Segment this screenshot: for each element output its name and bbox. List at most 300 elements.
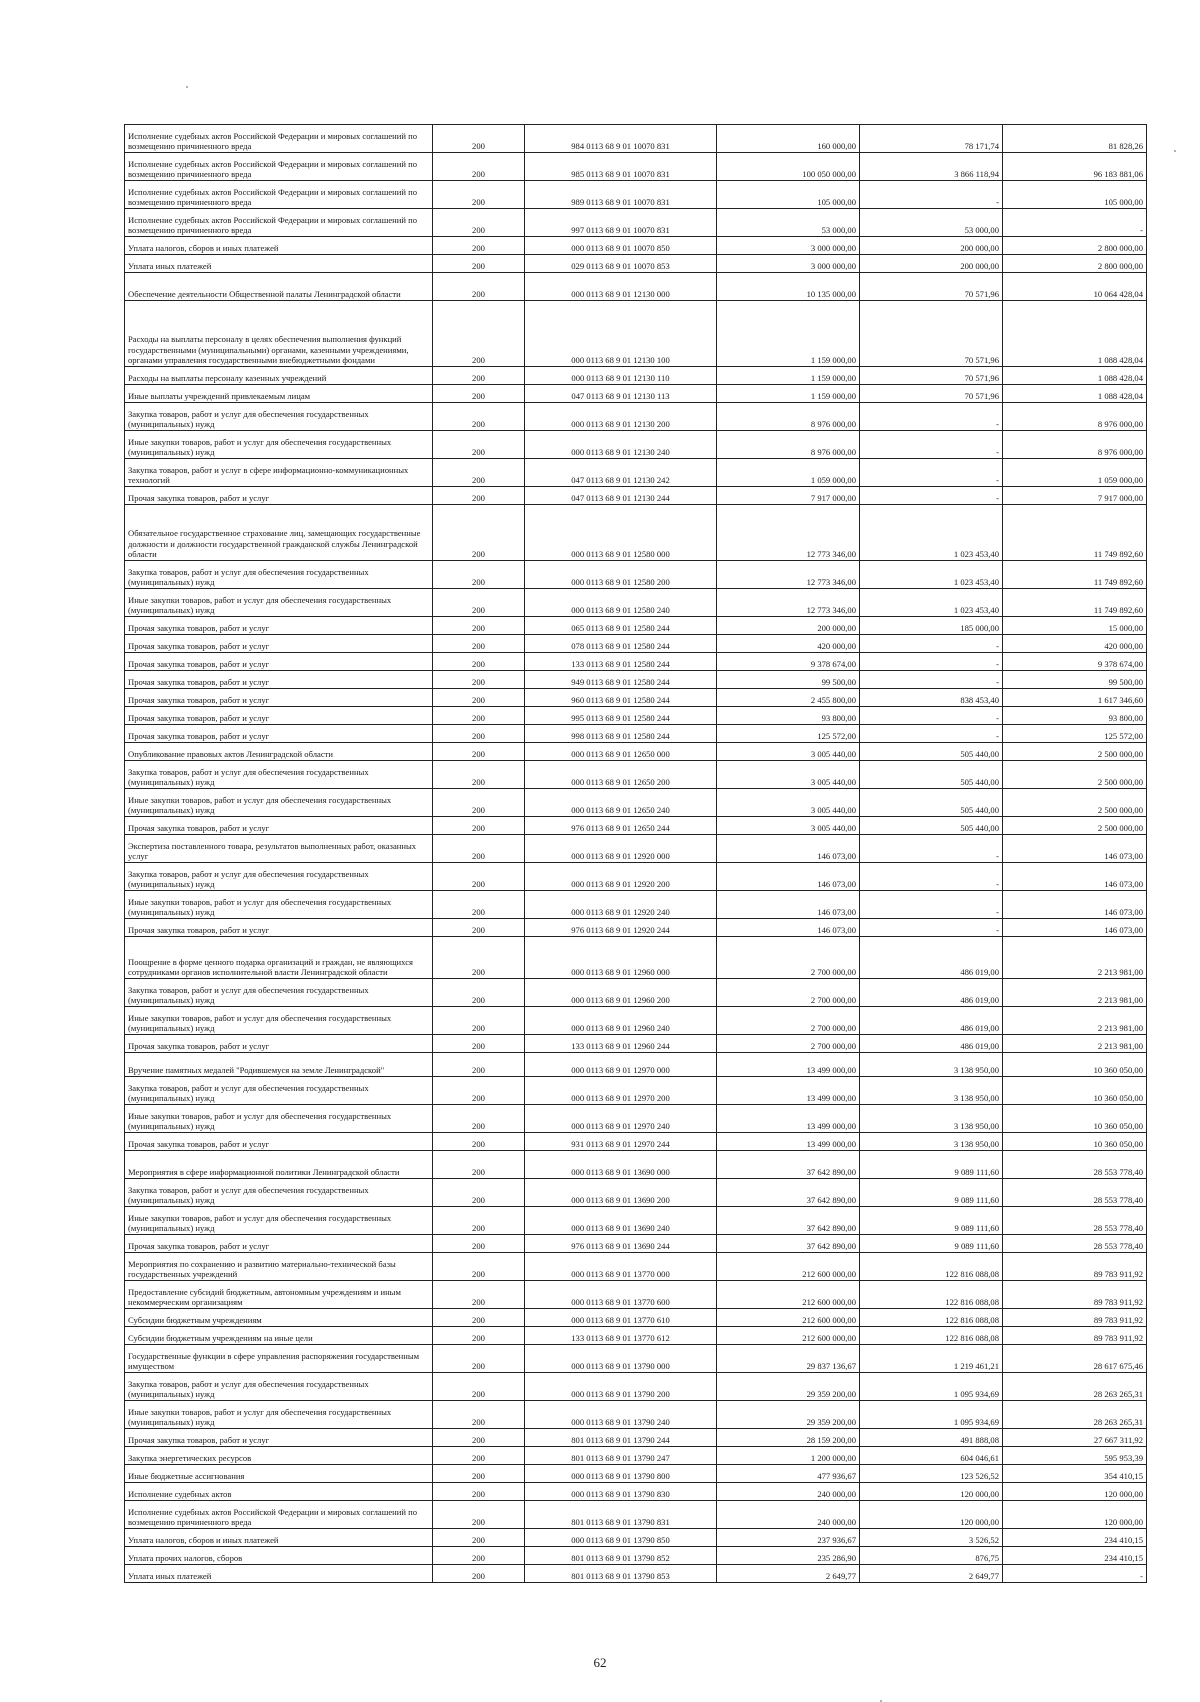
table-row: [125, 1345, 1147, 1373]
cell-kbk: 984 0113 68 9 01 10070 831: [525, 125, 717, 153]
cell-v3: 146 073,00: [1003, 891, 1147, 919]
cell-kbk: 000 0113 68 9 01 12970 240: [525, 1105, 717, 1133]
cell-v3: 28 263 265,31: [1003, 1373, 1147, 1401]
cell-name: Закупка товаров, работ и услуг для обеспечения государственных (муниципальных) нужд: [125, 979, 433, 1007]
cell-v3: 2 213 981,00: [1003, 937, 1147, 979]
cell-kbk: 133 0113 68 9 01 12580 244: [525, 653, 717, 671]
cell-kbk: 801 0113 68 9 01 13790 852: [525, 1547, 717, 1565]
cell-kbk: 065 0113 68 9 01 12580 244: [525, 617, 717, 635]
cell-kbk: 000 0113 68 9 01 13790 240: [525, 1401, 717, 1429]
cell-code: 200: [433, 1501, 525, 1529]
cell-code: 200: [433, 1429, 525, 1447]
cell-code: 200: [433, 1053, 525, 1077]
page-number: 62: [593, 1655, 607, 1670]
table-row: [125, 891, 1147, 919]
cell-name: Закупка товаров, работ и услуг в сфере информационно-коммуникационных технологий: [125, 459, 433, 487]
cell-v3: 99 500,00: [1003, 671, 1147, 689]
cell-name: Опубликование правовых актов Ленинградской области: [125, 743, 433, 761]
cell-v3: 15 000,00: [1003, 617, 1147, 635]
cell-v2: 486 019,00: [860, 937, 1003, 979]
cell-v1: 13 499 000,00: [717, 1105, 860, 1133]
cell-v2: 9 089 111,60: [860, 1179, 1003, 1207]
cell-kbk: 985 0113 68 9 01 10070 831: [525, 153, 717, 181]
cell-name: Закупка товаров, работ и услуг для обеспечения государственных (муниципальных) нужд: [125, 1077, 433, 1105]
cell-code: 200: [433, 835, 525, 863]
table-row: [125, 1465, 1147, 1483]
cell-v2: 9 089 111,60: [860, 1151, 1003, 1179]
cell-v3: 93 800,00: [1003, 707, 1147, 725]
cell-v2: -: [860, 919, 1003, 937]
cell-v3: 10 360 050,00: [1003, 1053, 1147, 1077]
cell-kbk: 989 0113 68 9 01 10070 831: [525, 181, 717, 209]
cell-v1: 160 000,00: [717, 125, 860, 153]
cell-name: Поощрение в форме ценного подарка организаций и граждан, не являющихся сотрудниками органов исполнительной власти Ленинградской области: [125, 937, 433, 979]
cell-v2: 70 571,96: [860, 273, 1003, 301]
table-row: [125, 1373, 1147, 1401]
cell-v3: 1 059 000,00: [1003, 459, 1147, 487]
cell-v1: 240 000,00: [717, 1483, 860, 1501]
cell-v3: 10 360 050,00: [1003, 1133, 1147, 1151]
cell-code: 200: [433, 1007, 525, 1035]
cell-code: 200: [433, 1309, 525, 1327]
cell-v1: 2 455 800,00: [717, 689, 860, 707]
cell-v2: 122 816 088,08: [860, 1253, 1003, 1281]
cell-v1: 237 936,67: [717, 1529, 860, 1547]
cell-name: Прочая закупка товаров, работ и услуг: [125, 817, 433, 835]
cell-code: 200: [433, 617, 525, 635]
cell-v2: -: [860, 891, 1003, 919]
cell-code: 200: [433, 1207, 525, 1235]
cell-v2: 505 440,00: [860, 761, 1003, 789]
cell-v2: 491 888,08: [860, 1429, 1003, 1447]
cell-v1: 1 200 000,00: [717, 1447, 860, 1465]
cell-kbk: 000 0113 68 9 01 13770 610: [525, 1309, 717, 1327]
cell-name: Вручение памятных медалей "Родившемуся на земле Ленинградской": [125, 1053, 433, 1077]
scan-speck: [186, 86, 188, 88]
cell-v2: 838 453,40: [860, 689, 1003, 707]
cell-v3: 2 213 981,00: [1003, 1007, 1147, 1035]
cell-v3: 146 073,00: [1003, 863, 1147, 891]
table-row: [125, 1151, 1147, 1179]
cell-v3: 234 410,15: [1003, 1529, 1147, 1547]
cell-v2: 486 019,00: [860, 1007, 1003, 1035]
cell-v3: 28 553 778,40: [1003, 1179, 1147, 1207]
cell-code: 200: [433, 689, 525, 707]
cell-code: 200: [433, 1151, 525, 1179]
cell-v1: 2 700 000,00: [717, 979, 860, 1007]
budget-table-body: [125, 125, 1147, 1583]
cell-kbk: 000 0113 68 9 01 12650 240: [525, 789, 717, 817]
table-row: [125, 1053, 1147, 1077]
table-row: [125, 153, 1147, 181]
cell-kbk: 976 0113 68 9 01 12650 244: [525, 817, 717, 835]
cell-name: Субсидии бюджетным учреждениям на иные цели: [125, 1327, 433, 1345]
cell-v2: 1 095 934,69: [860, 1373, 1003, 1401]
cell-v1: 3 005 440,00: [717, 789, 860, 817]
cell-name: Закупка товаров, работ и услуг для обеспечения государственных (муниципальных) нужд: [125, 863, 433, 891]
cell-v2: 3 138 950,00: [860, 1133, 1003, 1151]
cell-v1: 200 000,00: [717, 617, 860, 635]
table-row: [125, 1077, 1147, 1105]
cell-v1: 477 936,67: [717, 1465, 860, 1483]
table-row: [125, 617, 1147, 635]
cell-name: Государственные функции в сфере управления распоряжения государственным имуществом: [125, 1345, 433, 1373]
cell-v3: 354 410,15: [1003, 1465, 1147, 1483]
cell-code: 200: [433, 431, 525, 459]
cell-v2: 122 816 088,08: [860, 1327, 1003, 1345]
table-row: [125, 255, 1147, 273]
cell-v1: 105 000,00: [717, 181, 860, 209]
cell-v2: 1 023 453,40: [860, 561, 1003, 589]
cell-name: Прочая закупка товаров, работ и услуг: [125, 919, 433, 937]
cell-v1: 7 917 000,00: [717, 487, 860, 505]
cell-v1: 53 000,00: [717, 209, 860, 237]
table-row: [125, 1253, 1147, 1281]
cell-v1: 37 642 890,00: [717, 1179, 860, 1207]
cell-kbk: 000 0113 68 9 01 12130 000: [525, 273, 717, 301]
cell-v1: 212 600 000,00: [717, 1253, 860, 1281]
cell-name: Прочая закупка товаров, работ и услуг: [125, 487, 433, 505]
cell-v3: 8 976 000,00: [1003, 431, 1147, 459]
cell-v1: 13 499 000,00: [717, 1077, 860, 1105]
cell-name: Закупка товаров, работ и услуг для обеспечения государственных (муниципальных) нужд: [125, 761, 433, 789]
cell-v1: 2 700 000,00: [717, 1007, 860, 1035]
cell-code: 200: [433, 817, 525, 835]
cell-kbk: 078 0113 68 9 01 12580 244: [525, 635, 717, 653]
cell-v2: 604 046,61: [860, 1447, 1003, 1465]
table-row: [125, 725, 1147, 743]
cell-code: 200: [433, 301, 525, 367]
cell-code: 200: [433, 653, 525, 671]
cell-code: 200: [433, 1179, 525, 1207]
cell-v2: 1 095 934,69: [860, 1401, 1003, 1429]
cell-v1: 2 700 000,00: [717, 937, 860, 979]
cell-v3: 11 749 892,60: [1003, 505, 1147, 561]
cell-kbk: 000 0113 68 9 01 10070 850: [525, 237, 717, 255]
cell-v3: 7 917 000,00: [1003, 487, 1147, 505]
cell-v2: 9 089 111,60: [860, 1207, 1003, 1235]
cell-v2: -: [860, 635, 1003, 653]
table-row: [125, 743, 1147, 761]
cell-code: 200: [433, 1327, 525, 1345]
cell-v1: 1 059 000,00: [717, 459, 860, 487]
cell-name: Иные закупки товаров, работ и услуг для обеспечения государственных (муниципальных) нужд: [125, 891, 433, 919]
cell-kbk: 997 0113 68 9 01 10070 831: [525, 209, 717, 237]
cell-name: Иные закупки товаров, работ и услуг для обеспечения государственных (муниципальных) нужд: [125, 589, 433, 617]
cell-code: 200: [433, 487, 525, 505]
cell-code: 200: [433, 1035, 525, 1053]
table-row: [125, 1447, 1147, 1465]
cell-kbk: 000 0113 68 9 01 12920 000: [525, 835, 717, 863]
cell-v2: 3 526,52: [860, 1529, 1003, 1547]
cell-v3: 595 953,39: [1003, 1447, 1147, 1465]
cell-name: Прочая закупка товаров, работ и услуг: [125, 725, 433, 743]
cell-v2: 53 000,00: [860, 209, 1003, 237]
table-row: [125, 1007, 1147, 1035]
cell-v3: 2 213 981,00: [1003, 1035, 1147, 1053]
cell-v1: 29 837 136,67: [717, 1345, 860, 1373]
cell-code: 200: [433, 1133, 525, 1151]
cell-code: 200: [433, 1465, 525, 1483]
cell-name: Исполнение судебных актов Российской Федерации и мировых соглашений по возмещению причиненного вреда: [125, 209, 433, 237]
cell-v3: 2 500 000,00: [1003, 817, 1147, 835]
cell-kbk: 801 0113 68 9 01 13790 853: [525, 1565, 717, 1583]
cell-v3: 89 783 911,92: [1003, 1327, 1147, 1345]
table-row: [125, 1105, 1147, 1133]
cell-v2: 122 816 088,08: [860, 1281, 1003, 1309]
cell-code: 200: [433, 891, 525, 919]
cell-v1: 12 773 346,00: [717, 589, 860, 617]
cell-kbk: 000 0113 68 9 01 12650 200: [525, 761, 717, 789]
cell-v3: 2 800 000,00: [1003, 237, 1147, 255]
cell-kbk: 000 0113 68 9 01 12130 240: [525, 431, 717, 459]
table-row: [125, 273, 1147, 301]
cell-v1: 2 700 000,00: [717, 1035, 860, 1053]
cell-v3: 2 500 000,00: [1003, 789, 1147, 817]
cell-v3: 10 360 050,00: [1003, 1105, 1147, 1133]
cell-v1: 146 073,00: [717, 835, 860, 863]
cell-kbk: 133 0113 68 9 01 12960 244: [525, 1035, 717, 1053]
table-row: [125, 937, 1147, 979]
cell-kbk: 000 0113 68 9 01 12920 240: [525, 891, 717, 919]
cell-kbk: 000 0113 68 9 01 12970 200: [525, 1077, 717, 1105]
cell-v3: 120 000,00: [1003, 1501, 1147, 1529]
cell-v3: 2 500 000,00: [1003, 761, 1147, 789]
cell-code: 200: [433, 403, 525, 431]
cell-name: Прочая закупка товаров, работ и услуг: [125, 1133, 433, 1151]
cell-kbk: 000 0113 68 9 01 13770 000: [525, 1253, 717, 1281]
cell-v1: 2 649,77: [717, 1565, 860, 1583]
cell-v1: 29 359 200,00: [717, 1373, 860, 1401]
cell-kbk: 000 0113 68 9 01 12130 110: [525, 367, 717, 385]
cell-v2: -: [860, 653, 1003, 671]
cell-name: Исполнение судебных актов Российской Федерации и мировых соглашений по возмещению причиненного вреда: [125, 153, 433, 181]
cell-v3: 8 976 000,00: [1003, 403, 1147, 431]
cell-v1: 3 005 440,00: [717, 761, 860, 789]
cell-name: Прочая закупка товаров, работ и услуг: [125, 1035, 433, 1053]
table-row: [125, 1501, 1147, 1529]
cell-v3: 10 360 050,00: [1003, 1077, 1147, 1105]
table-row: [125, 707, 1147, 725]
table-row: [125, 1179, 1147, 1207]
cell-name: Закупка товаров, работ и услуг для обеспечения государственных (муниципальных) нужд: [125, 403, 433, 431]
table-row: [125, 979, 1147, 1007]
cell-code: 200: [433, 937, 525, 979]
cell-code: 200: [433, 181, 525, 209]
cell-v2: 200 000,00: [860, 255, 1003, 273]
cell-kbk: 000 0113 68 9 01 12580 240: [525, 589, 717, 617]
cell-v3: 2 500 000,00: [1003, 743, 1147, 761]
cell-name: Исполнение судебных актов: [125, 1483, 433, 1501]
cell-code: 200: [433, 1547, 525, 1565]
cell-v1: 9 378 674,00: [717, 653, 860, 671]
cell-v2: 78 171,74: [860, 125, 1003, 153]
cell-v3: 28 553 778,40: [1003, 1235, 1147, 1253]
cell-name: Закупка товаров, работ и услуг для обеспечения государственных (муниципальных) нужд: [125, 1373, 433, 1401]
table-row: [125, 761, 1147, 789]
cell-kbk: 000 0113 68 9 01 12130 200: [525, 403, 717, 431]
cell-kbk: 133 0113 68 9 01 13770 612: [525, 1327, 717, 1345]
cell-name: Прочая закупка товаров, работ и услуг: [125, 671, 433, 689]
cell-v3: 120 000,00: [1003, 1483, 1147, 1501]
cell-v3: 11 749 892,60: [1003, 561, 1147, 589]
table-row: [125, 1281, 1147, 1309]
cell-name: Закупка товаров, работ и услуг для обеспечения государственных (муниципальных) нужд: [125, 1179, 433, 1207]
cell-code: 200: [433, 1447, 525, 1465]
cell-v2: 3 138 950,00: [860, 1053, 1003, 1077]
cell-code: 200: [433, 789, 525, 817]
table-row: [125, 689, 1147, 707]
cell-code: 200: [433, 125, 525, 153]
cell-v3: 28 263 265,31: [1003, 1401, 1147, 1429]
cell-kbk: 000 0113 68 9 01 13690 000: [525, 1151, 717, 1179]
cell-name: Уплата прочих налогов, сборов: [125, 1547, 433, 1565]
cell-v2: 9 089 111,60: [860, 1235, 1003, 1253]
cell-v3: 1 617 346,60: [1003, 689, 1147, 707]
cell-kbk: 000 0113 68 9 01 13690 200: [525, 1179, 717, 1207]
cell-kbk: 047 0113 68 9 01 12130 244: [525, 487, 717, 505]
cell-v3: 2 213 981,00: [1003, 979, 1147, 1007]
table-row: [125, 237, 1147, 255]
cell-v1: 29 359 200,00: [717, 1401, 860, 1429]
cell-kbk: 000 0113 68 9 01 13790 200: [525, 1373, 717, 1401]
cell-v1: 212 600 000,00: [717, 1309, 860, 1327]
cell-name: Исполнение судебных актов Российской Федерации и мировых соглашений по возмещению причиненного вреда: [125, 125, 433, 153]
cell-v2: -: [860, 835, 1003, 863]
cell-code: 200: [433, 743, 525, 761]
cell-name: Закупка товаров, работ и услуг для обеспечения государственных (муниципальных) нужд: [125, 561, 433, 589]
cell-kbk: 000 0113 68 9 01 12960 200: [525, 979, 717, 1007]
cell-v2: 2 649,77: [860, 1565, 1003, 1583]
cell-kbk: 931 0113 68 9 01 12970 244: [525, 1133, 717, 1151]
cell-code: 200: [433, 367, 525, 385]
cell-v3: 234 410,15: [1003, 1547, 1147, 1565]
cell-kbk: 000 0113 68 9 01 12960 240: [525, 1007, 717, 1035]
cell-v3: 96 183 881,06: [1003, 153, 1147, 181]
cell-code: 200: [433, 561, 525, 589]
cell-code: 200: [433, 273, 525, 301]
cell-kbk: 995 0113 68 9 01 12580 244: [525, 707, 717, 725]
cell-v2: 3 138 950,00: [860, 1077, 1003, 1105]
cell-name: Прочая закупка товаров, работ и услуг: [125, 653, 433, 671]
table-row: [125, 1133, 1147, 1151]
cell-v2: 1 219 461,21: [860, 1345, 1003, 1373]
cell-code: 200: [433, 385, 525, 403]
cell-name: Прочая закупка товаров, работ и услуг: [125, 617, 433, 635]
cell-v2: 505 440,00: [860, 789, 1003, 817]
cell-kbk: 801 0113 68 9 01 13790 247: [525, 1447, 717, 1465]
cell-name: Расходы на выплаты персоналу в целях обеспечения выполнения функций государственными (муниципальными) органами, казенными учреждениями, органами управления государственными внебюджетными фондами: [125, 301, 433, 367]
cell-code: 200: [433, 671, 525, 689]
table-row: [125, 1401, 1147, 1429]
cell-v1: 37 642 890,00: [717, 1207, 860, 1235]
table-row: [125, 1547, 1147, 1565]
cell-code: 200: [433, 635, 525, 653]
table-row: [125, 1035, 1147, 1053]
cell-kbk: 000 0113 68 9 01 12960 000: [525, 937, 717, 979]
cell-name: Исполнение судебных актов Российской Федерации и мировых соглашений по возмещению причиненного вреда: [125, 1501, 433, 1529]
cell-kbk: 801 0113 68 9 01 13790 244: [525, 1429, 717, 1447]
table-row: [125, 1483, 1147, 1501]
cell-v1: 12 773 346,00: [717, 505, 860, 561]
cell-code: 200: [433, 1345, 525, 1373]
cell-v2: 505 440,00: [860, 817, 1003, 835]
cell-v2: 505 440,00: [860, 743, 1003, 761]
cell-v3: 105 000,00: [1003, 181, 1147, 209]
table-row: [125, 301, 1147, 367]
cell-v2: 486 019,00: [860, 1035, 1003, 1053]
cell-v1: 37 642 890,00: [717, 1235, 860, 1253]
table-row: [125, 635, 1147, 653]
cell-v3: 89 783 911,92: [1003, 1253, 1147, 1281]
cell-v2: 3 138 950,00: [860, 1105, 1003, 1133]
cell-v3: 28 617 675,46: [1003, 1345, 1147, 1373]
cell-v2: 3 866 118,94: [860, 153, 1003, 181]
cell-code: 200: [433, 1483, 525, 1501]
cell-code: 200: [433, 919, 525, 937]
cell-code: 200: [433, 979, 525, 1007]
cell-v1: 3 005 440,00: [717, 743, 860, 761]
cell-v3: -: [1003, 209, 1147, 237]
table-row: [125, 789, 1147, 817]
cell-name: Обязательное государственное страхование лиц, замещающих государственные должности и должности государственной гражданской службы Ленинградской области: [125, 505, 433, 561]
cell-name: Уплата иных платежей: [125, 1565, 433, 1583]
table-row: [125, 653, 1147, 671]
cell-name: Прочая закупка товаров, работ и услуг: [125, 707, 433, 725]
cell-v2: 70 571,96: [860, 367, 1003, 385]
cell-name: Иные выплаты учреждений привлекаемым лицам: [125, 385, 433, 403]
cell-kbk: 047 0113 68 9 01 12130 242: [525, 459, 717, 487]
table-row: [125, 487, 1147, 505]
cell-v1: 28 159 200,00: [717, 1429, 860, 1447]
cell-kbk: 000 0113 68 9 01 13690 240: [525, 1207, 717, 1235]
cell-v1: 37 642 890,00: [717, 1151, 860, 1179]
cell-v2: -: [860, 863, 1003, 891]
cell-code: 200: [433, 1253, 525, 1281]
cell-v1: 3 000 000,00: [717, 255, 860, 273]
table-row: [125, 1207, 1147, 1235]
cell-v1: 3 000 000,00: [717, 237, 860, 255]
cell-name: Прочая закупка товаров, работ и услуг: [125, 635, 433, 653]
cell-kbk: 000 0113 68 9 01 13790 850: [525, 1529, 717, 1547]
cell-v3: 11 749 892,60: [1003, 589, 1147, 617]
cell-v3: 89 783 911,92: [1003, 1309, 1147, 1327]
cell-name: Закупка энергетических ресурсов: [125, 1447, 433, 1465]
cell-code: 200: [433, 761, 525, 789]
table-row: [125, 367, 1147, 385]
cell-v1: 10 135 000,00: [717, 273, 860, 301]
table-row: [125, 561, 1147, 589]
cell-code: 200: [433, 1401, 525, 1429]
cell-kbk: 047 0113 68 9 01 12130 113: [525, 385, 717, 403]
cell-name: Предоставление субсидий бюджетным, автономным учреждениям и иным некоммерческим организациям: [125, 1281, 433, 1309]
cell-v1: 3 005 440,00: [717, 817, 860, 835]
cell-name: Иные закупки товаров, работ и услуг для обеспечения государственных (муниципальных) нужд: [125, 789, 433, 817]
table-row: [125, 181, 1147, 209]
cell-v2: -: [860, 487, 1003, 505]
cell-v2: 70 571,96: [860, 385, 1003, 403]
cell-v2: -: [860, 707, 1003, 725]
cell-name: Уплата иных платежей: [125, 255, 433, 273]
cell-v2: 120 000,00: [860, 1501, 1003, 1529]
cell-v1: 146 073,00: [717, 919, 860, 937]
cell-v3: 146 073,00: [1003, 835, 1147, 863]
cell-v2: -: [860, 725, 1003, 743]
cell-kbk: 000 0113 68 9 01 12920 200: [525, 863, 717, 891]
cell-v3: 28 553 778,40: [1003, 1207, 1147, 1235]
cell-code: 200: [433, 1373, 525, 1401]
cell-v1: 240 000,00: [717, 1501, 860, 1529]
